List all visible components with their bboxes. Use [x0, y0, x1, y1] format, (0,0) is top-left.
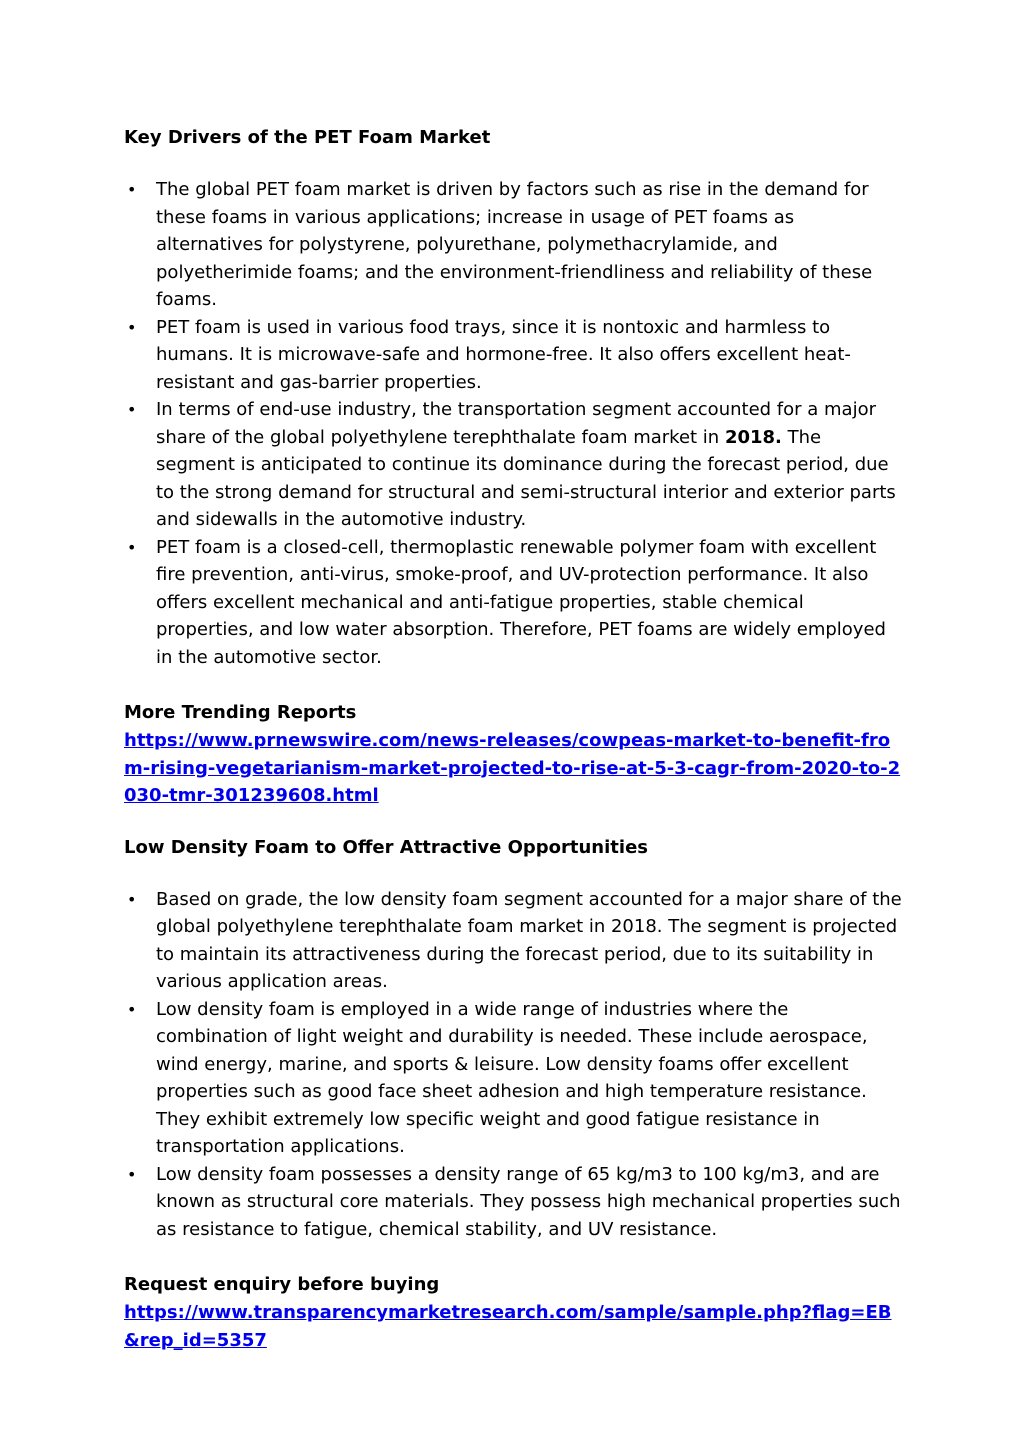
key-drivers-list	[124, 176, 904, 671]
section-heading-key-drivers: Key Drivers of the PET Foam Market	[124, 127, 491, 148]
bullet-icon: •	[127, 999, 137, 1019]
bullet-icon: •	[127, 1164, 137, 1184]
bullet-icon: •	[127, 317, 137, 337]
trending-report-link[interactable]: https://www.prnewswire.com/news-releases/cowpeas-market-to-benefit-from-rising-vegetarianism-market-projected-to-rise-at-5-3-cagr-from-2020-to-2030-tmr-301239608.html	[124, 730, 901, 806]
list-item-text: The global PET foam market is driven by factors such as rise in the demand for these foams in various applications; increase in usage of PET foams as alternatives for polystyrene, polyurethane, polymethacrylamide, and polyetherimide foams; and the environment-friendliness and reliability of these foams.	[156, 179, 873, 310]
list-item	[124, 396, 904, 534]
bullet-icon: •	[127, 889, 137, 909]
list-item-text: PET foam is used in various food trays, since it is nontoxic and harmless to humans. It is microwave-safe and hormone-free. It also offers excellent heat-resistant and gas-barrier properties.	[156, 316, 851, 393]
document-page	[124, 124, 904, 1354]
list-item	[124, 314, 904, 397]
list-item	[124, 1161, 904, 1244]
section-heading-trending: More Trending Reports	[124, 702, 357, 723]
list-item-text: PET foam is a closed-cell, thermoplastic renewable polymer foam with excellent fire prevention, anti-virus, smoke-proof, and UV-protection performance. It also offers excellent mechanical and anti-fatigue properties, stable chemical properties, and low water absorption. Therefore, PET foams are widely employed in the automotive sector.	[156, 536, 886, 668]
list-item	[124, 886, 904, 996]
list-item-text-before: In terms of end-use industry, the transportation segment accounted for a major share of the global polyethylene terephthalate foam market in	[156, 399, 876, 448]
bullet-icon: •	[127, 400, 137, 419]
section-heading-enquiry: Request enquiry before buying	[124, 1274, 440, 1295]
list-item-text: Low density foam possesses a density range of 65 kg/m3 to 100 kg/m3, and are known as structural core materials. They possess high mechanical properties such as resistance to fatigue, chemical stability, and UV resistance.	[156, 1163, 901, 1240]
enquiry-sample-link[interactable]: https://www.transparencymarketresearch.com/sample/sample.php?flag=EB&rep_id=5357	[124, 1302, 892, 1351]
bullet-icon: •	[127, 537, 137, 557]
list-item-text: Low density foam is employed in a wide range of industries where the combination of light weight and durability is needed. These include aerospace, wind energy, marine, and sports & leisure. Low density foams offer excellent properties such as good face sheet adhesion and high temperature resistance. They exhibit extremely low specific weight and good fatigue resistance in transportation applications.	[156, 998, 868, 1157]
list-item-text-bold-year: 2018.	[724, 426, 782, 448]
list-item	[124, 176, 904, 314]
bullet-icon: •	[127, 180, 137, 199]
list-item-text-after: The segment is anticipated to continue its dominance during the forecast period, due to the strong demand for structural and semi-structural interior and exterior parts and sidewalls in the automotive industry.	[156, 426, 896, 530]
list-item-text: Based on grade, the low density foam segment accounted for a major share of the global polyethylene terephthalate foam market in 2018. The segment is projected to maintain its attractiveness during the forecast period, due to its suitability in various application areas.	[156, 888, 902, 992]
list-item	[124, 534, 904, 672]
low-density-list	[124, 886, 904, 1244]
list-item	[124, 996, 904, 1161]
section-heading-low-density: Low Density Foam to Offer Attractive Opportunities	[124, 836, 648, 858]
